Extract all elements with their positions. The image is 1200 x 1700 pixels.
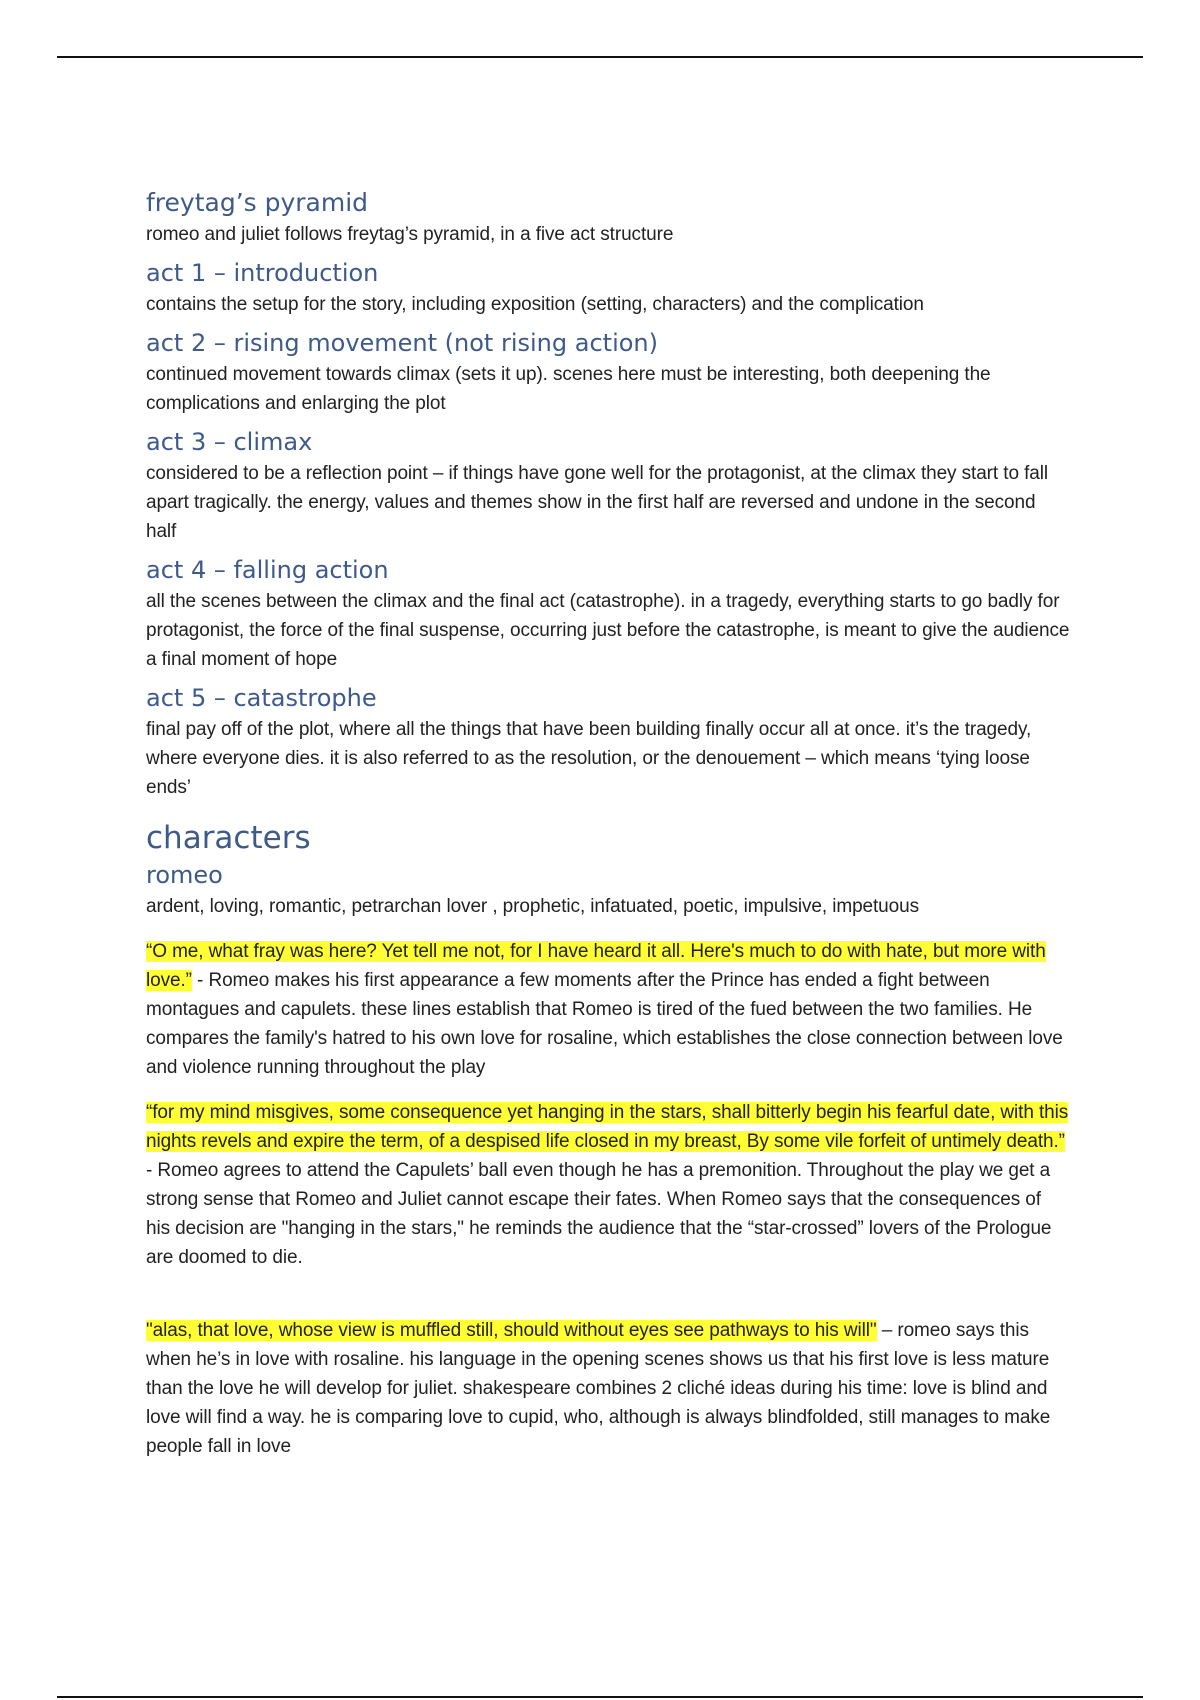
romeo-traits: ardent, loving, romantic, petrarchan lover , prophetic, infatuated, poetic, impulsive, impetuous	[146, 896, 919, 917]
act-4-heading: act 4 – falling action	[146, 556, 389, 584]
act-4-text: all the scenes between the climax and the final act (catastrophe). in a tragedy, everything starts to go badly for protagonist, the force of the final suspense, occurring just before the catastrophe, is meant to give the audience a final moment of hope	[146, 591, 1070, 670]
act-2-heading: act 2 – rising movement (not rising action)	[146, 329, 658, 357]
characters-heading: characters	[146, 820, 311, 856]
romeo-quote-block-1	[146, 937, 1070, 1082]
highlighted-quote: “O me, what fray was here? Yet tell me not, for I have heard it all. Here's much to do with hate, but more with love.”	[146, 941, 1046, 991]
act-5-text: final pay off of the plot, where all the things that have been building finally occur all at once. it’s the tragedy, where everyone dies. it is also referred to as the resolution, or the denouement – which means ‘tying loose ends’	[146, 719, 1032, 798]
act-1-text: contains the setup for the story, including exposition (setting, characters) and the complication	[146, 294, 924, 315]
quote-analysis: - Romeo agrees to attend the Capulets’ ball even though he has a premonition. Throughout the play we get a strong sense that Romeo and Juliet cannot escape their fates. When Romeo says that the consequences of his decision are "hanging in the stars," he reminds the audience that the “star-crossed” lovers of the Prologue are doomed to die.	[146, 1160, 1052, 1268]
act-3-heading: act 3 – climax	[146, 428, 313, 456]
quote-analysis: - Romeo makes his first appearance a few moments after the Prince has ended a fight between montagues and capulets. these lines establish that Romeo is tired of the fued between the two families. He compares the family's hatred to his own love for rosaline, which establishes the close connection between love and violence running throughout the play	[146, 970, 1063, 1078]
romeo-quote-block-3	[146, 1316, 1070, 1461]
highlighted-quote: "alas, that love, whose view is muffled still, should without eyes see pathways to his will"	[146, 1320, 877, 1341]
highlighted-quote: “for my mind misgives, some consequence yet hanging in the stars, shall bitterly begin his fearful date, with this nights revels and expire the term, of a despised life closed in my breast, By some vile forfeit of untimely death.”	[146, 1102, 1069, 1152]
act-1-heading: act 1 – introduction	[146, 259, 379, 287]
footer-rule	[57, 1696, 1143, 1698]
act-5-heading: act 5 – catastrophe	[146, 684, 377, 712]
romeo-heading: romeo	[146, 861, 223, 889]
act-3-text: considered to be a reflection point – if things have gone well for the protagonist, at the climax they start to fall apart tragically. the energy, values and themes show in the first half are reversed and undone in the second half	[146, 463, 1048, 542]
freytag-intro: romeo and juliet follows freytag’s pyramid, in a five act structure	[146, 224, 674, 245]
romeo-quote-block-2	[146, 1098, 1070, 1272]
header-rule	[57, 56, 1143, 58]
quote-analysis: – romeo says this when he’s in love with rosaline. his language in the opening scenes shows us that his first love is less mature than the love he will develop for juliet. shakespeare combines 2 cliché ideas during his time: love is blind and love will find a way. he is comparing love to cupid, who, although is always blindfolded, still manages to make people fall in love	[146, 1320, 1051, 1457]
freytag-heading: freytag’s pyramid	[146, 188, 369, 217]
act-2-text: continued movement towards climax (sets it up). scenes here must be interesting, both deepening the complications and enlarging the plot	[146, 364, 991, 414]
document-body	[146, 186, 1070, 1461]
